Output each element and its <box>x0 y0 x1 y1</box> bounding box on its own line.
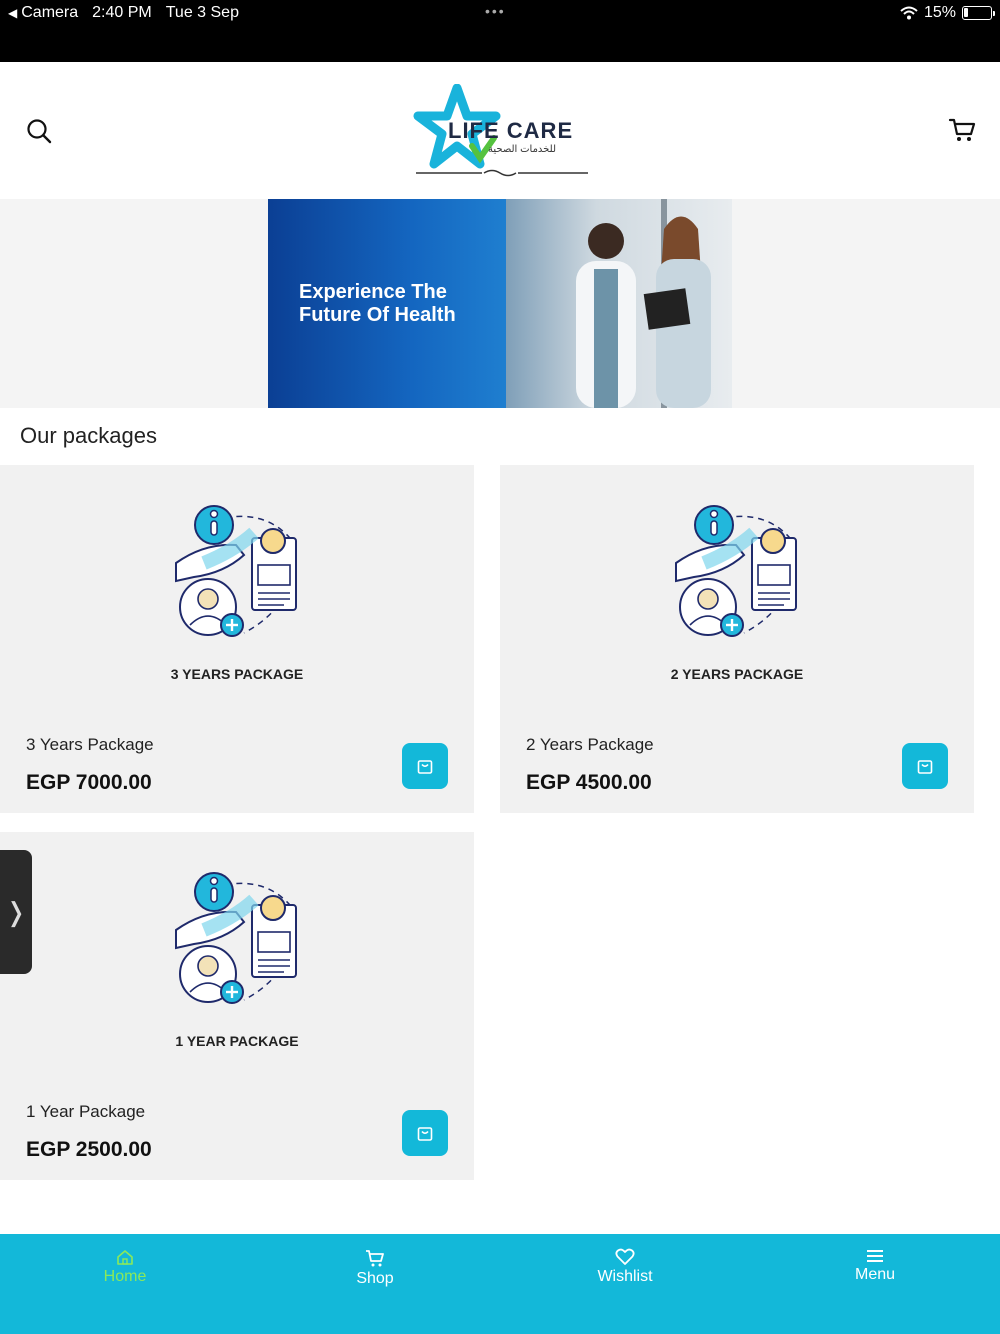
package-illustration <box>674 503 800 639</box>
add-to-cart-button[interactable] <box>902 743 948 789</box>
cart-icon[interactable] <box>948 116 976 144</box>
logo-arabic-text: للخدمات الصحية <box>488 144 556 155</box>
back-arrow-icon[interactable]: ◀ <box>8 6 18 20</box>
add-to-cart-button[interactable] <box>402 1110 448 1156</box>
multitask-dots-icon[interactable]: ••• <box>485 3 506 19</box>
cart-icon <box>365 1248 385 1268</box>
menu-icon <box>866 1248 884 1264</box>
shopping-bag-icon <box>416 757 434 775</box>
heart-icon <box>615 1248 635 1266</box>
doctors-illustration <box>506 199 732 408</box>
package-illustration <box>174 503 300 639</box>
hero-banner-area <box>0 199 1000 408</box>
status-bar <box>0 0 1000 62</box>
app-header <box>0 62 1000 199</box>
package-name[interactable]: 3 Years Package <box>26 735 154 754</box>
package-price: EGP 4500.00 <box>526 771 652 794</box>
wifi-icon <box>900 6 918 20</box>
nav-label-menu: Menu <box>854 1266 896 1283</box>
package-name[interactable]: 1 Year Package <box>26 1102 146 1121</box>
bottom-nav <box>0 1234 1000 1334</box>
battery-icon <box>962 6 992 20</box>
package-price: EGP 2500.00 <box>26 1138 152 1161</box>
nav-item-shop[interactable] <box>250 1234 500 1334</box>
chevron-right-icon: ❭ <box>5 896 27 927</box>
banner-tagline: Experience The Future Of Health <box>299 281 456 326</box>
package-caption: 2 YEARS PACKAGE <box>670 666 804 682</box>
logo-brand-text: LIFE CARE <box>448 118 574 143</box>
nav-item-home[interactable] <box>0 1234 250 1334</box>
nav-item-menu[interactable] <box>750 1234 1000 1334</box>
status-date: Tue 3 Sep <box>165 4 239 21</box>
battery-percent: 15% <box>923 4 956 21</box>
logo-underline-ornament <box>412 168 592 178</box>
status-time: 2:40 PM <box>92 4 152 21</box>
side-drawer-toggle[interactable] <box>0 850 32 974</box>
banner-doctors-photo <box>506 199 732 408</box>
nav-label-wishlist: Wishlist <box>597 1268 653 1285</box>
package-illustration <box>174 870 300 1006</box>
package-price: EGP 7000.00 <box>26 771 152 794</box>
shopping-bag-icon <box>416 1124 434 1142</box>
package-card[interactable] <box>500 465 974 813</box>
life-care-logo[interactable] <box>412 84 592 180</box>
hero-banner[interactable] <box>268 199 732 408</box>
package-caption: 1 YEAR PACKAGE <box>175 1033 299 1049</box>
add-to-cart-button[interactable] <box>402 743 448 789</box>
back-app-label[interactable]: Camera <box>21 4 79 21</box>
search-icon[interactable] <box>26 118 52 144</box>
package-caption: 3 YEARS PACKAGE <box>170 666 304 682</box>
package-name[interactable]: 2 Years Package <box>526 735 654 754</box>
nav-item-wishlist[interactable] <box>500 1234 750 1334</box>
package-card[interactable] <box>0 832 474 1180</box>
section-title: Our packages <box>20 423 157 448</box>
shopping-bag-icon <box>916 757 934 775</box>
nav-label-shop: Shop <box>356 1270 394 1287</box>
nav-label-home: Home <box>103 1268 147 1285</box>
home-icon <box>116 1248 134 1266</box>
package-card[interactable] <box>0 465 474 813</box>
